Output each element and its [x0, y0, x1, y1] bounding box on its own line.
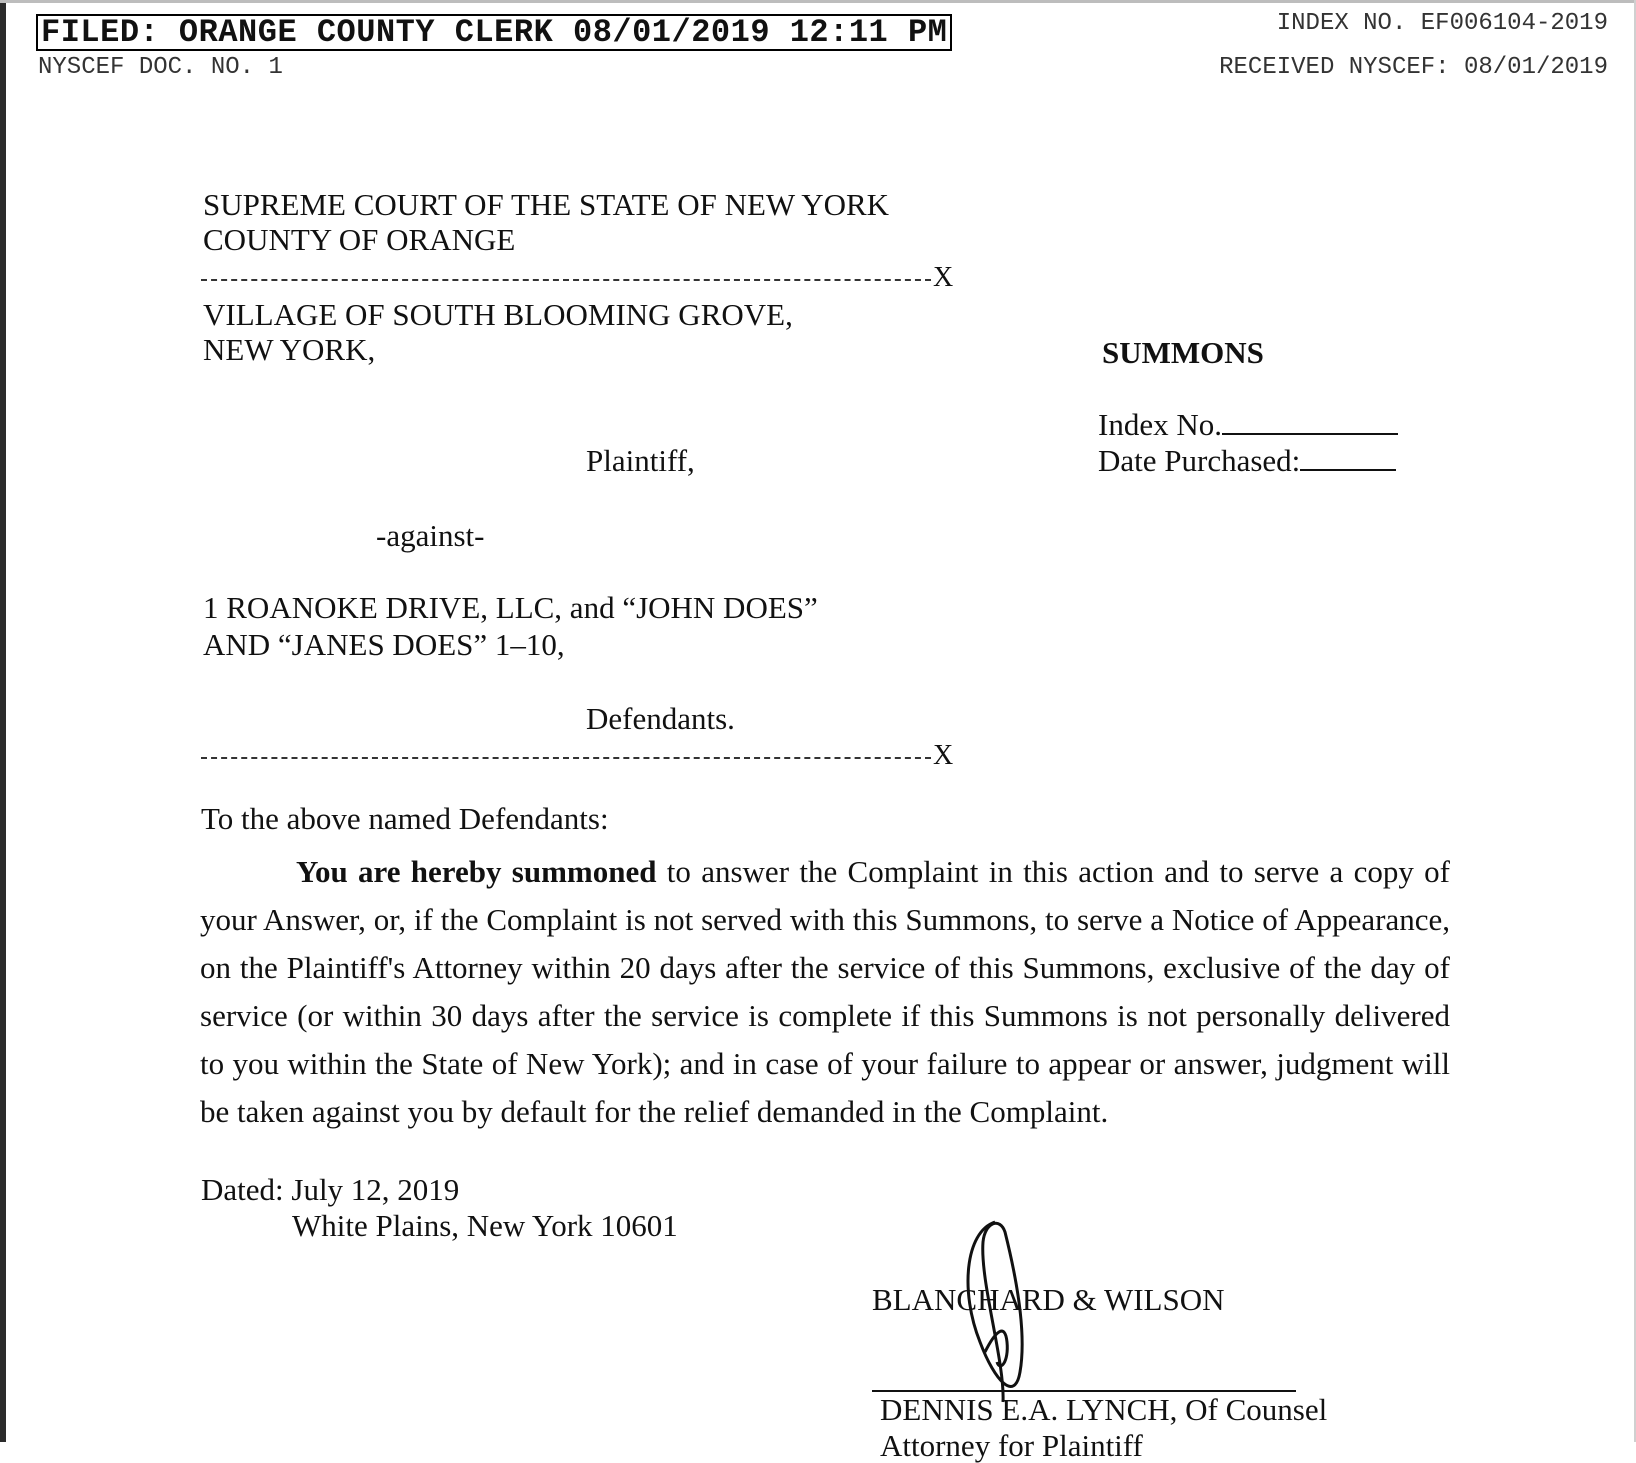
dashed-line	[201, 757, 931, 759]
date-purchased-field	[1098, 443, 1396, 478]
doc-number: NYSCEF DOC. NO. 1	[38, 54, 283, 81]
plaintiff-role: Plaintiff,	[586, 443, 695, 478]
plaintiff-state: NEW YORK,	[203, 332, 376, 367]
dashed-line	[201, 279, 931, 281]
caption-separator-bottom	[201, 740, 953, 772]
court-county: COUNTY OF ORANGE	[203, 222, 516, 257]
index-no-field	[1098, 407, 1398, 442]
defendants-name: 1 ROANOKE DRIVE, LLC, and “JOHN DOES”	[203, 590, 818, 625]
firm-name: BLANCHARD & WILSON	[872, 1282, 1225, 1317]
defendants-role: Defendants.	[586, 701, 735, 736]
court-name: SUPREME COURT OF THE STATE OF NEW YORK	[203, 187, 890, 222]
defendants-does: AND “JANES DOES” 1–10,	[203, 627, 565, 662]
handwritten-signature	[945, 1212, 1065, 1412]
plaintiff-name: VILLAGE OF SOUTH BLOOMING GROVE,	[203, 297, 793, 332]
separator-x: X	[933, 262, 954, 293]
summons-text: to answer the Complaint in this action and to serve a copy of your Answer, or, if the Complaint is not served with this Summons, to serve a Notice of Appearance, on the Plaintiff's Attorney within 20 days after the service of this Summons, exclusive of the day of service (or within 30 days after the service is complete if this Summons is not personally delivered to you within the State of New York); and in case of your failure to appear or answer, judgment will be taken against you by default for the relief demanded in the Complaint.	[200, 854, 1450, 1129]
summons-lead: You are hereby summoned	[296, 854, 657, 889]
page-left-edge	[0, 0, 6, 1442]
page-top-edge	[0, 0, 1636, 3]
attorney-for: Attorney for Plaintiff	[880, 1428, 1143, 1463]
index-number: INDEX NO. EF006104-2019	[1276, 10, 1608, 37]
index-no-blank	[1222, 411, 1398, 435]
salutation: To the above named Defendants:	[201, 801, 609, 836]
dated-line: Dated: July 12, 2019	[201, 1172, 460, 1207]
received-date: RECEIVED NYSCEF: 08/01/2019	[1219, 54, 1608, 81]
caption-separator-top	[201, 262, 953, 294]
dated-place: White Plains, New York 10601	[292, 1208, 678, 1243]
index-no-label: Index No.	[1098, 407, 1222, 442]
filed-stamp: FILED: ORANGE COUNTY CLERK 08/01/2019 12:11 PM	[36, 14, 952, 51]
counsel-name: DENNIS E.A. LYNCH, Of Counsel	[880, 1392, 1328, 1427]
summons-paragraph	[200, 848, 1450, 1136]
date-purchased-blank	[1300, 447, 1396, 471]
summons-title: SUMMONS	[1102, 335, 1264, 370]
against-label: -against-	[376, 518, 485, 553]
separator-x: X	[933, 740, 954, 771]
date-purchased-label: Date Purchased:	[1098, 443, 1301, 478]
